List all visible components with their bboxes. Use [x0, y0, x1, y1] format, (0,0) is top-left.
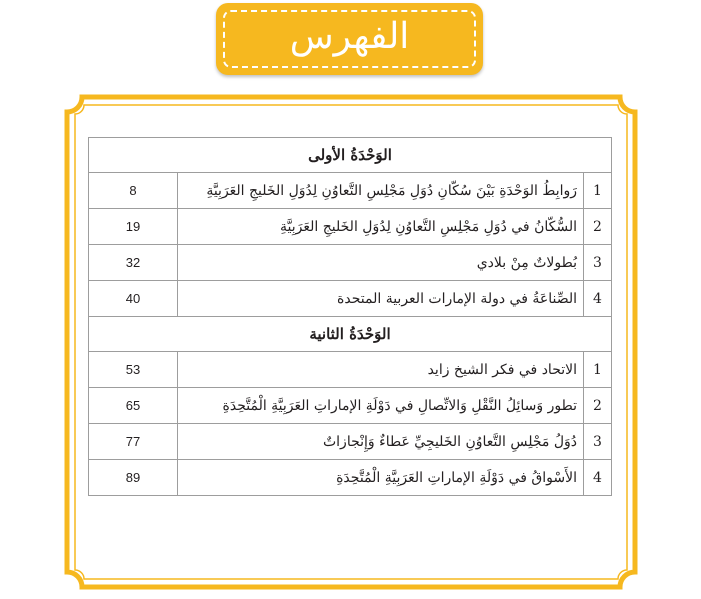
page-title: الفهرس [289, 16, 410, 57]
lesson-page: 8 [89, 173, 178, 209]
lesson-page: 19 [89, 209, 178, 245]
lesson-title: دُوَلُ مَجْلِسِ التَّعاوُنِ الخَليجِيِّ عَطاءٌ وَإِنْجازاتٌ [178, 424, 584, 460]
lesson-row[interactable] [89, 173, 612, 209]
unit-header-row [89, 317, 612, 352]
lesson-number: 3 [584, 424, 612, 460]
lesson-title: رَوابِطُ الوَحْدَةِ بَيْنَ سُكّانِ دُوَلِ مَجْلِسِ التَّعاوُنِ لِدُوَلِ الخَليجِ العَرَبِيَّةِ [178, 173, 584, 209]
toc-table [88, 137, 612, 496]
lesson-title: السُّكّانُ في دُوَلِ مَجْلِسِ التَّعاوُنِ لِدُوَلِ الخَليجِ العَرَبِيَّةِ [178, 209, 584, 245]
lesson-page: 40 [89, 281, 178, 317]
unit-title: الوَحْدَةُ الثانية [89, 317, 612, 352]
lesson-title: الأَسْواقُ في دَوْلَةِ الإماراتِ العَرَبِيَّةِ الْمُتَّحِدَةِ [178, 460, 584, 496]
lesson-page: 89 [89, 460, 178, 496]
lesson-page: 53 [89, 352, 178, 388]
lesson-page: 77 [89, 424, 178, 460]
lesson-row[interactable] [89, 388, 612, 424]
lesson-title: الصِّناعَةُ في دولة الإمارات العربية المتحدة [178, 281, 584, 317]
lesson-number: 3 [584, 245, 612, 281]
unit-header-row [89, 138, 612, 173]
lesson-number: 2 [584, 388, 612, 424]
lesson-row[interactable] [89, 245, 612, 281]
lesson-number: 1 [584, 352, 612, 388]
lesson-number: 2 [584, 209, 612, 245]
lesson-title: بُطولاتٌ مِنْ بلادي [178, 245, 584, 281]
lesson-row[interactable] [89, 281, 612, 317]
toc-title-badge [216, 3, 483, 75]
lesson-number: 4 [584, 281, 612, 317]
lesson-number: 4 [584, 460, 612, 496]
lesson-number: 1 [584, 173, 612, 209]
lesson-page: 65 [89, 388, 178, 424]
lesson-title: الاتحاد في فكر الشيخ زايد [178, 352, 584, 388]
lesson-page: 32 [89, 245, 178, 281]
lesson-row[interactable] [89, 352, 612, 388]
lesson-row[interactable] [89, 209, 612, 245]
lesson-row[interactable] [89, 460, 612, 496]
lesson-row[interactable] [89, 424, 612, 460]
unit-title: الوَحْدَةُ الأولى [89, 138, 612, 173]
lesson-title: تطور وَسائِلُ النَّقْلِ وَالاتِّصالِ في دَوْلَةِ الإماراتِ العَرَبِيَّةِ الْمُتَّحِدَةِ [178, 388, 584, 424]
